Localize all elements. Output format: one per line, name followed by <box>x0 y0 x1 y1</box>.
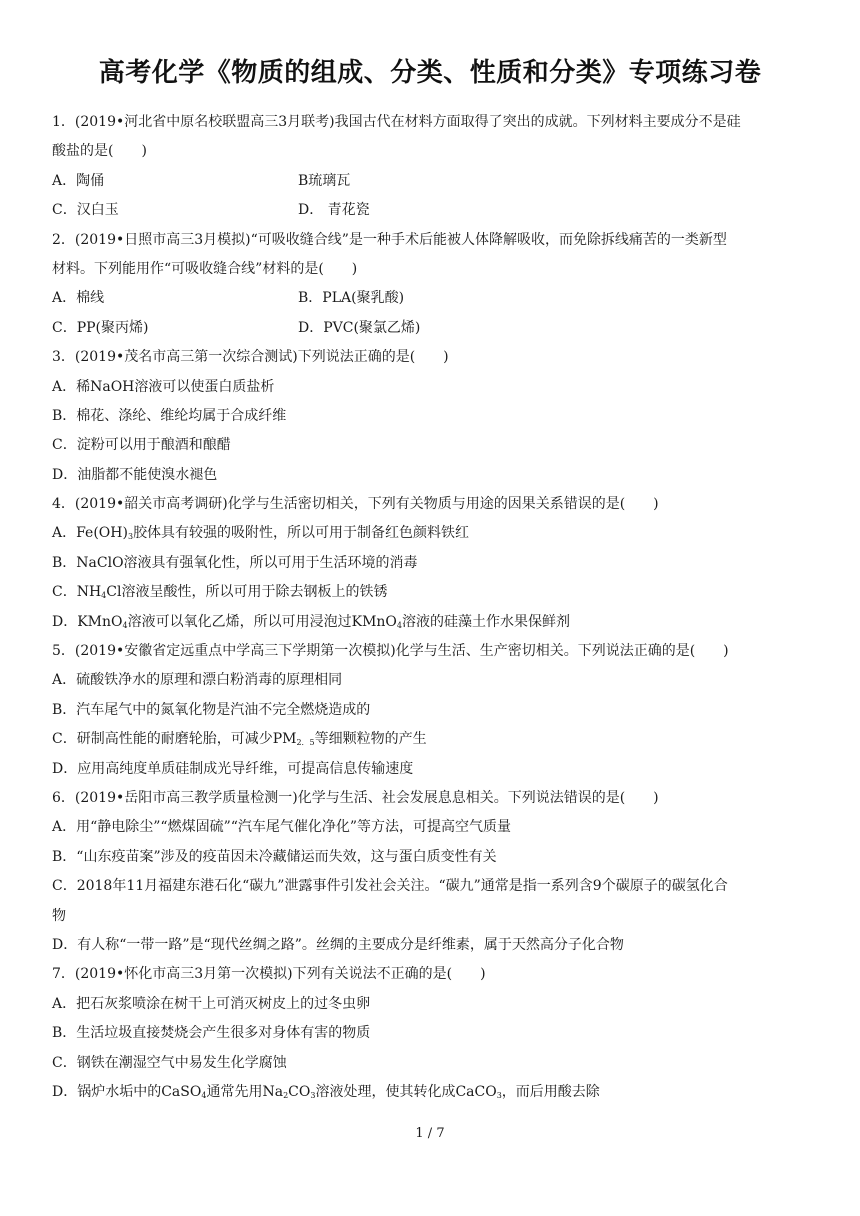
q2-option-c: C．PP(聚丙烯) <box>52 319 149 336</box>
q5-option-a: A．硫酸铁净水的原理和漂白粉消毒的原理相同 <box>52 672 343 689</box>
q5-stem: 5．(2019•安徽省定远重点中学高三下学期第一次模拟)化学与生活、生产密切相关。下列说法正确的是( ) <box>52 643 729 660</box>
q7-d-subscript-3: 3 <box>310 1090 316 1100</box>
q1-option-a: A．陶俑 <box>52 172 105 189</box>
q3-option-a: A．稀NaOH溶液可以使蛋白质盐析 <box>52 378 275 395</box>
q4-d-text-1: D．KMnO <box>52 613 123 630</box>
q1-option-d: D． 青花瓷 <box>298 202 370 219</box>
page-number: 1 / 7 <box>415 1126 445 1141</box>
q7-stem: 7．(2019•怀化市高三3月第一次模拟)下列有关说法不正确的是( ) <box>52 966 486 983</box>
q5-option-c <box>52 725 812 754</box>
q1-stem-line2: 酸盐的是( ) <box>52 143 147 160</box>
q4-c-subscript: 4 <box>101 591 107 601</box>
q1-options-row2 <box>52 196 812 225</box>
q4-a-text-1: A．Fe(OH) <box>52 525 128 542</box>
q6-option-c-line2: 物 <box>52 907 66 924</box>
q1-stem-line1: 1．(2019•河北省中原名校联盟高三3月联考)我国古代在材料方面取得了突出的成就。下列材料主要成分不是硅 <box>52 114 741 130</box>
q3-option-d: D．油脂都不能使溴水褪色 <box>52 466 218 483</box>
q4-c-text-2: Cl溶液呈酸性，所以可用于除去钢板上的铁锈 <box>106 584 388 601</box>
q4-d-text-2: 溶液可以氧化乙烯，所以可用浸泡过KMnO <box>127 613 397 630</box>
q4-c-text-1: C．NH <box>52 584 102 601</box>
q4-a-text-2: 胶体具有较强的吸附性，所以可用于制备红色颜料铁红 <box>133 525 470 542</box>
q4-a-subscript: 3 <box>127 532 134 542</box>
q2-stem-line2: 材料。下列能用作“可吸收缝合线”材料的是( ) <box>52 260 358 277</box>
q4-d-subscript-1: 4 <box>122 620 128 630</box>
q7-d-text-4: 溶液处理，使其转化成CaCO <box>315 1083 497 1100</box>
q6-stem: 6．(2019•岳阳市高三教学质量检测一)化学与生活、社会发展息息相关。下列说法错误的是( ) <box>52 789 659 806</box>
q4-option-b: B．NaClO溶液具有强氧化性，所以可用于生活环境的消毒 <box>52 554 418 571</box>
q1-option-b: B琉璃瓦 <box>298 172 351 189</box>
q2-option-b: B．PLA(聚乳酸) <box>298 290 405 307</box>
q5-option-d: D．应用高纯度单质硅制成光导纤维，可提高信息传输速度 <box>52 760 414 777</box>
q7-d-subscript-1: 4 <box>201 1090 207 1100</box>
q3-option-b: B．棉花、涤纶、维纶均属于合成纤维 <box>52 407 287 424</box>
q6-option-b: B．“山东疫苗案”涉及的疫苗因未冷藏储运而失效，这与蛋白质变性有关 <box>52 848 497 865</box>
q7-option-b: B．生活垃圾直接焚烧会产生很多对身体有害的物质 <box>52 1025 371 1042</box>
q7-option-a: A．把石灰浆喷涂在树干上可消灭树皮上的过冬虫卵 <box>52 995 371 1012</box>
q2-options-row1 <box>52 284 812 313</box>
q7-d-text-1: D．锅炉水垢中的CaSO <box>52 1083 202 1100</box>
question-list <box>52 108 812 1107</box>
q1-options-row1 <box>52 167 812 196</box>
q6-option-a: A．用“静电除尘”“燃煤固硫”“汽车尾气催化净化”等方法，可提高空气质量 <box>52 819 512 836</box>
q7-d-text-2: 通常先用Na <box>206 1083 284 1100</box>
q7-option-d <box>52 1078 812 1107</box>
q7-d-subscript-2: 2 <box>283 1090 289 1100</box>
q4-d-subscript-2: 4 <box>396 620 402 630</box>
q1-option-c: C．汉白玉 <box>52 202 119 219</box>
q7-d-text-5: ，而后用酸去除 <box>501 1083 600 1100</box>
q5-c-text-1: C．研制高性能的耐磨轮胎，可减少PM <box>52 731 297 748</box>
q7-option-c: C．钢铁在潮湿空气中易发生化学腐蚀 <box>52 1054 287 1071</box>
q4-stem: 4．(2019•韶关市高考调研)化学与生活密切相关，下列有关物质与用途的因果关系错误的是( ) <box>52 496 659 513</box>
q5-c-text-2: 等细颗粒物的产生 <box>314 731 427 748</box>
q4-option-d <box>52 608 812 637</box>
q4-option-c <box>52 578 812 607</box>
q3-option-c: C．淀粉可以用于酿酒和酿醋 <box>52 437 231 454</box>
q6-option-c-line1: C．2018年11月福建东港石化“碳九”泄露事件引发社会关注。“碳九”通常是指一系列含9个碳原子的碳氢化合 <box>52 878 728 895</box>
q7-d-text-3: CO <box>288 1083 311 1100</box>
q7-d-subscript-4: 3 <box>496 1090 502 1100</box>
q5-c-subscript: 2．5 <box>296 738 315 748</box>
page-title: 高考化学《物质的组成、分类、性质和分类》专项练习卷 <box>98 58 762 88</box>
q3-stem: 3．(2019•茂名市高三第一次综合测试)下列说法正确的是( ) <box>52 349 449 366</box>
q2-option-d: D．PVC(聚氯乙烯) <box>298 319 421 336</box>
q2-options-row2 <box>52 314 812 343</box>
q4-option-a <box>52 519 812 548</box>
q4-d-text-3: 溶液的硅藻土作水果保鲜剂 <box>402 613 570 630</box>
q5-option-b: B．汽车尾气中的氮氧化物是汽油不完全燃烧造成的 <box>52 701 371 718</box>
q2-option-a: A．棉线 <box>52 290 105 307</box>
q6-option-d: D．有人称“一带一路”是“现代丝绸之路”。丝绸的主要成分是纤维素，属于天然高分子化合物 <box>52 936 624 953</box>
q2-stem-line1: 2．(2019•日照市高三3月模拟)“可吸收缝合线”是一种手术后能被人体降解吸收，而免除拆线痛苦的一类新型 <box>52 231 727 248</box>
